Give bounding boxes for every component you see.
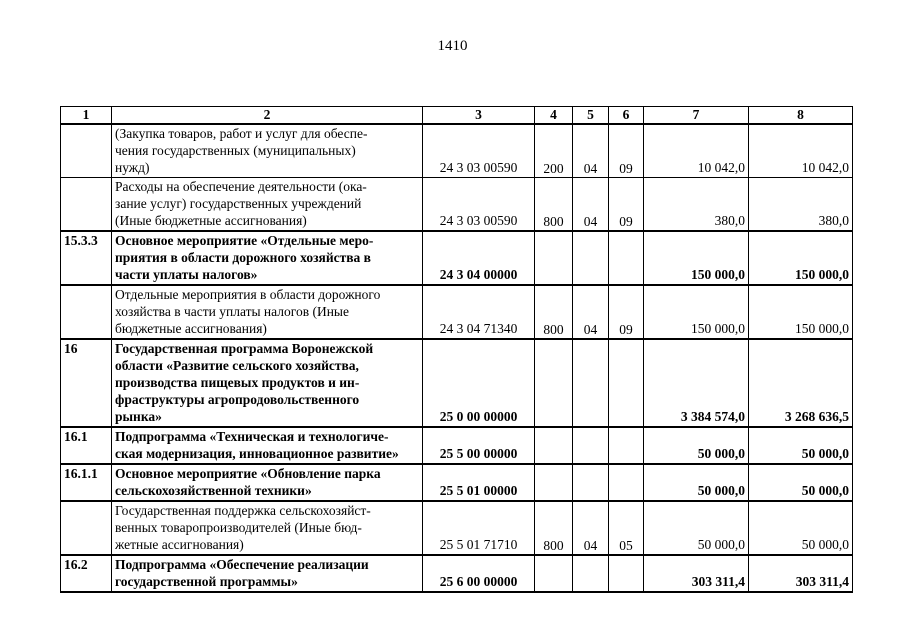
table-row <box>61 501 853 555</box>
header-cell-3: 3 <box>423 107 535 125</box>
row-rz-cell <box>573 231 609 285</box>
row-rz-cell: 04 <box>573 285 609 339</box>
row-sum-2020-cell: 50 000,0 <box>749 501 853 555</box>
row-sum-2020-cell: 150 000,0 <box>749 231 853 285</box>
row-number-cell: 15.3.3 <box>61 231 112 285</box>
row-name-text: Государственная программа Воронежской области «Развитие сельского хозяйства, производства пищевых продуктов и ин- фраструктуры агропродовольственного рынка» <box>115 341 374 424</box>
header-cell-5: 5 <box>573 107 609 125</box>
header-cell-8: 8 <box>749 107 853 125</box>
row-csr-cell: 25 5 01 00000 <box>423 464 535 501</box>
row-name-cell <box>112 231 423 285</box>
row-number-cell <box>61 501 112 555</box>
row-pr-cell <box>609 231 644 285</box>
row-rz-cell <box>573 339 609 427</box>
row-vr-cell: 200 <box>535 124 573 178</box>
header-row <box>61 107 853 125</box>
row-name-text: Основное мероприятие «Отдельные меро- приятия в области дорожного хозяйства в части уплаты налогов» <box>115 233 374 282</box>
row-csr-cell: 25 5 01 71710 <box>423 501 535 555</box>
row-name-cell <box>112 124 423 178</box>
row-rz-cell <box>573 464 609 501</box>
row-number-cell: 16.2 <box>61 555 112 592</box>
row-pr-cell: 05 <box>609 501 644 555</box>
row-number-cell <box>61 178 112 232</box>
row-vr-cell <box>535 555 573 592</box>
row-pr-cell <box>609 427 644 464</box>
row-number-cell <box>61 124 112 178</box>
row-sum-2020-cell: 380,0 <box>749 178 853 232</box>
row-sum-2020-cell: 10 042,0 <box>749 124 853 178</box>
row-vr-cell: 800 <box>535 501 573 555</box>
header-cell-7: 7 <box>644 107 749 125</box>
row-name-text: Подпрограмма «Техническая и технологиче- ская модернизация, инновационное развитие» <box>115 429 399 461</box>
row-sum-2019-cell: 150 000,0 <box>644 231 749 285</box>
row-sum-2020-cell: 50 000,0 <box>749 464 853 501</box>
row-csr-cell: 25 6 00 00000 <box>423 555 535 592</box>
row-rz-cell <box>573 555 609 592</box>
table-row <box>61 285 853 339</box>
row-sum-2019-cell: 50 000,0 <box>644 464 749 501</box>
row-vr-cell <box>535 339 573 427</box>
row-vr-cell <box>535 464 573 501</box>
header-cell-6: 6 <box>609 107 644 125</box>
row-vr-cell <box>535 427 573 464</box>
row-vr-cell <box>535 231 573 285</box>
table-row <box>61 427 853 464</box>
row-sum-2020-cell: 3 268 636,5 <box>749 339 853 427</box>
row-pr-cell <box>609 555 644 592</box>
row-sum-2019-cell: 50 000,0 <box>644 501 749 555</box>
row-name-text: Подпрограмма «Обеспечение реализации государственной программы» <box>115 557 369 589</box>
table-row <box>61 555 853 592</box>
row-pr-cell <box>609 339 644 427</box>
row-name-text: Отдельные мероприятия в области дорожного хозяйства в части уплаты налогов (Иные бюджетные ассигнования) <box>115 287 381 336</box>
row-pr-cell: 09 <box>609 178 644 232</box>
row-name-cell <box>112 427 423 464</box>
row-csr-cell: 24 3 03 00590 <box>423 124 535 178</box>
row-name-text: (Закупка товаров, работ и услуг для обеспе- чения государственных (муниципальных) нужд) <box>115 126 368 175</box>
row-sum-2020-cell: 50 000,0 <box>749 427 853 464</box>
row-number-cell: 16.1 <box>61 427 112 464</box>
row-pr-cell <box>609 464 644 501</box>
table-row <box>61 464 853 501</box>
row-name-cell <box>112 555 423 592</box>
row-sum-2020-cell: 150 000,0 <box>749 285 853 339</box>
table-row <box>61 231 853 285</box>
row-sum-2020-cell: 303 311,4 <box>749 555 853 592</box>
row-name-cell <box>112 501 423 555</box>
table-row <box>61 339 853 427</box>
row-csr-cell: 24 3 04 71340 <box>423 285 535 339</box>
row-csr-cell: 24 3 03 00590 <box>423 178 535 232</box>
row-name-cell <box>112 285 423 339</box>
row-pr-cell: 09 <box>609 285 644 339</box>
page-number: 1410 <box>437 38 468 54</box>
header-cell-4: 4 <box>535 107 573 125</box>
row-sum-2019-cell: 3 384 574,0 <box>644 339 749 427</box>
row-name-text: Государственная поддержка сельскохозяйст- венных товаропроизводителей (Иные бюд- жетные ассигнования) <box>115 503 371 552</box>
row-name-cell <box>112 464 423 501</box>
row-vr-cell: 800 <box>535 178 573 232</box>
row-pr-cell: 09 <box>609 124 644 178</box>
row-sum-2019-cell: 150 000,0 <box>644 285 749 339</box>
row-number-cell <box>61 285 112 339</box>
header-cell-1: 1 <box>61 107 112 125</box>
row-rz-cell <box>573 427 609 464</box>
row-name-text: Основное мероприятие «Обновление парка сельскохозяйственной техники» <box>115 466 381 498</box>
row-vr-cell: 800 <box>535 285 573 339</box>
row-name-cell <box>112 339 423 427</box>
row-csr-cell: 25 0 00 00000 <box>423 339 535 427</box>
row-sum-2019-cell: 380,0 <box>644 178 749 232</box>
table-row <box>61 178 853 232</box>
row-rz-cell: 04 <box>573 124 609 178</box>
row-name-cell <box>112 178 423 232</box>
row-csr-cell: 25 5 00 00000 <box>423 427 535 464</box>
row-sum-2019-cell: 50 000,0 <box>644 427 749 464</box>
row-sum-2019-cell: 10 042,0 <box>644 124 749 178</box>
row-number-cell: 16 <box>61 339 112 427</box>
row-number-cell: 16.1.1 <box>61 464 112 501</box>
row-csr-cell: 24 3 04 00000 <box>423 231 535 285</box>
budget-table <box>60 106 853 593</box>
row-rz-cell: 04 <box>573 178 609 232</box>
row-name-text: Расходы на обеспечение деятельности (ока- зание услуг) государственных учреждений (Иные бюджетные ассигнования) <box>115 179 367 228</box>
row-rz-cell: 04 <box>573 501 609 555</box>
row-sum-2019-cell: 303 311,4 <box>644 555 749 592</box>
table-row <box>61 124 853 178</box>
header-cell-2: 2 <box>112 107 423 125</box>
